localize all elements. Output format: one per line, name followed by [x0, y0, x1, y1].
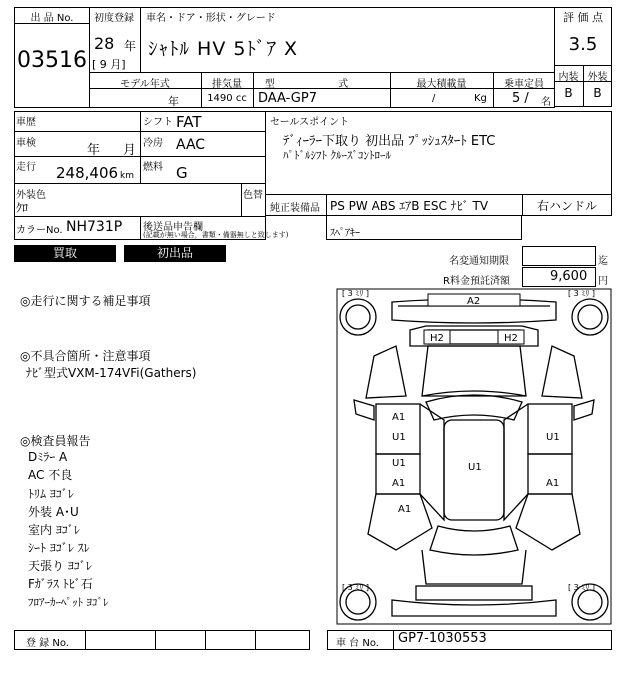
post-report-note: (記載が無い場合，書類・備器無しと致します): [143, 231, 289, 239]
mark-headlight-right-h2: [498, 330, 524, 344]
shift-label: シフト: [143, 117, 173, 128]
mark-rear-right-door-a1: A1: [546, 478, 560, 489]
capacity-label: 乗車定員: [504, 79, 544, 90]
inspector-line: ｼｰﾄ ﾖｺﾞﾚ ｽﾚ: [28, 541, 90, 555]
lot-number: 03516: [17, 48, 87, 73]
name-change-label: 名変通知期限: [449, 256, 509, 267]
svg-text:H2: H2: [504, 333, 518, 344]
defects-line-1: ﾅﾋﾞ型式VXM-174VFi(Gathers): [26, 366, 197, 380]
reg-col-3: [205, 630, 206, 650]
sales-point-line-2: ﾊﾟﾄﾞﾙｼﾌﾄ ｸﾙｰｽﾞｺﾝﾄﾛｰﾙ: [283, 149, 391, 162]
post-report-label: 後送品申告欄: [143, 222, 203, 233]
mark-headlight-left-h2: [424, 330, 450, 344]
svg-text:A2: A2: [467, 296, 481, 307]
inspector-line: AC 不良: [28, 468, 73, 482]
name-change-field: [522, 246, 596, 266]
svg-text:H2: H2: [430, 333, 444, 344]
color-no-label: カラーNo.: [16, 225, 63, 236]
reg-col-2: [155, 630, 156, 650]
car-name: ｼｬﾄﾙ HV 5ﾄﾞｱ X: [148, 38, 299, 60]
mark-roof-u1: U1: [468, 462, 482, 473]
registration-year-unit: 年: [124, 39, 137, 53]
shift: FAT: [176, 113, 202, 131]
inspector-title: ◎検査員報告: [20, 434, 91, 448]
details-row-1: [14, 131, 266, 132]
inspection-label: 車検: [16, 138, 36, 149]
chassis-number-label: 車 台 No.: [336, 638, 379, 649]
model-code: DAA-GP7: [258, 91, 317, 106]
score-label: 評 価 点: [563, 11, 603, 24]
ext-color-label: 外装色: [16, 190, 46, 201]
mark-left-quarter-a1: A1: [398, 504, 412, 515]
car-damage-diagram: [336, 288, 612, 625]
recycle-unit: 円: [598, 276, 608, 287]
registration-number-label: 登 録 No.: [26, 638, 69, 649]
mark-rear-left-door-a1: A1: [392, 478, 406, 489]
max-load-unit: Kg: [474, 93, 487, 104]
mileage-unit: km: [120, 171, 134, 181]
lot-number-label: 出 品 No.: [30, 13, 74, 24]
model-label: 型 式: [264, 79, 379, 90]
inspector-line: Fｶﾞﾗｽ ﾄﾋﾞ石: [28, 577, 93, 591]
inspector-line: ﾄﾘﾑ ﾖｺﾞﾚ: [28, 487, 74, 501]
reg-col-4: [255, 630, 256, 650]
tire-rear-right: [ 3 ﾐﾘ ]: [568, 583, 595, 592]
capacity: 5 /: [512, 91, 529, 106]
history-label: 車歴: [16, 117, 36, 128]
recycle-value: 9,600: [550, 269, 588, 284]
sales-point-label: セールスポイント: [270, 117, 350, 128]
first-listing-badge: 初出品: [124, 245, 226, 262]
ac-label: 冷房: [143, 138, 163, 149]
ext-color: ｸﾛ: [16, 201, 29, 215]
inspector-line: 外装 A･U: [28, 505, 79, 519]
exterior-label: 外装: [587, 72, 608, 83]
capacity-unit: 名: [541, 97, 551, 108]
fuel: G: [176, 164, 188, 182]
mark-front-left-door-u1: U1: [392, 432, 406, 443]
details-split: [140, 111, 141, 183]
equipment-split-1: [326, 194, 327, 216]
registration-month: [ 9 月]: [92, 58, 126, 71]
mark-rear-left-door-u1: U1: [392, 458, 406, 469]
post-items: ｽﾍﾟｱｷｰ: [330, 228, 360, 239]
reg-col-1: [85, 630, 86, 650]
defects-title: ◎不具合箇所・注意事項: [20, 349, 151, 363]
chassis-split: [393, 630, 394, 650]
color-no: NH731P: [66, 219, 123, 235]
details-row-3: [14, 183, 266, 184]
max-load-label: 最大積載量: [416, 79, 467, 90]
mileage-label: 走行: [16, 162, 36, 173]
chassis-number: GP7-1030553: [398, 631, 487, 646]
running-notes-title: ◎走行に関する補足事項: [20, 294, 151, 308]
inspector-line: ﾌﾛｱｰｶｰﾍﾟｯﾄ ﾖｺﾞﾚ: [28, 596, 109, 609]
registration-year: 28: [94, 34, 115, 53]
mark-front-bumper-a2: [428, 294, 520, 307]
interior-label: 内装: [558, 72, 579, 83]
fuel-label: 燃料: [143, 162, 163, 173]
equipment: PS PW ABS ｴｱB ESC ﾅﾋﾞ TV: [330, 199, 489, 213]
details-row-2: [14, 156, 266, 157]
interior-grade: B: [564, 86, 573, 100]
tire-rear-left: [ 3 ﾐﾘ ]: [342, 583, 369, 592]
tire-front-right: [ 3 ﾐﾘ ]: [568, 289, 595, 298]
color-no-split: [140, 216, 141, 240]
displacement-label: 排気量: [212, 79, 242, 90]
mark-front-right-door-u1: U1: [546, 432, 560, 443]
sales-point-line-1: ﾃﾞｨｰﾗｰ下取り 初出品 ﾌﾟｯｼｭｽﾀｰﾄ ETC: [283, 134, 496, 149]
first-registration-label: 初度登録: [94, 13, 134, 24]
score: 3.5: [568, 34, 598, 55]
ac: AAC: [176, 137, 206, 153]
exterior-grade: B: [593, 86, 602, 100]
inspection-year: 年: [87, 143, 101, 158]
max-load-slash: /: [432, 93, 436, 104]
tire-front-left: [ 3 ﾐﾘ ]: [342, 289, 369, 298]
steering-side: 右ハンドル: [536, 199, 597, 213]
name-change-unit: 迄: [598, 256, 608, 267]
mark-front-left-door-a1: A1: [392, 412, 406, 423]
inspector-line: 天張り ﾖｺﾞﾚ: [28, 559, 92, 573]
displacement: 1490 cc: [207, 93, 247, 104]
inspector-line: 室内 ﾖｺﾞﾚ: [28, 523, 80, 537]
recycle-label: R料金預託済額: [443, 276, 510, 287]
color-split: [241, 183, 242, 217]
car-name-label: 車名・ドア・形状・グレード: [146, 13, 276, 24]
color-change-label: 色替: [243, 190, 263, 201]
mileage: 248,406: [56, 164, 119, 182]
equipment-label: 純正装備品: [270, 203, 320, 214]
model-year-unit: 年: [168, 95, 179, 108]
inspector-line: Dﾐﾗｰ A: [28, 450, 68, 464]
buy-badge: 買取: [14, 245, 116, 262]
model-year-label: モデル年式: [120, 79, 170, 90]
inspection-month: 月: [123, 143, 137, 158]
